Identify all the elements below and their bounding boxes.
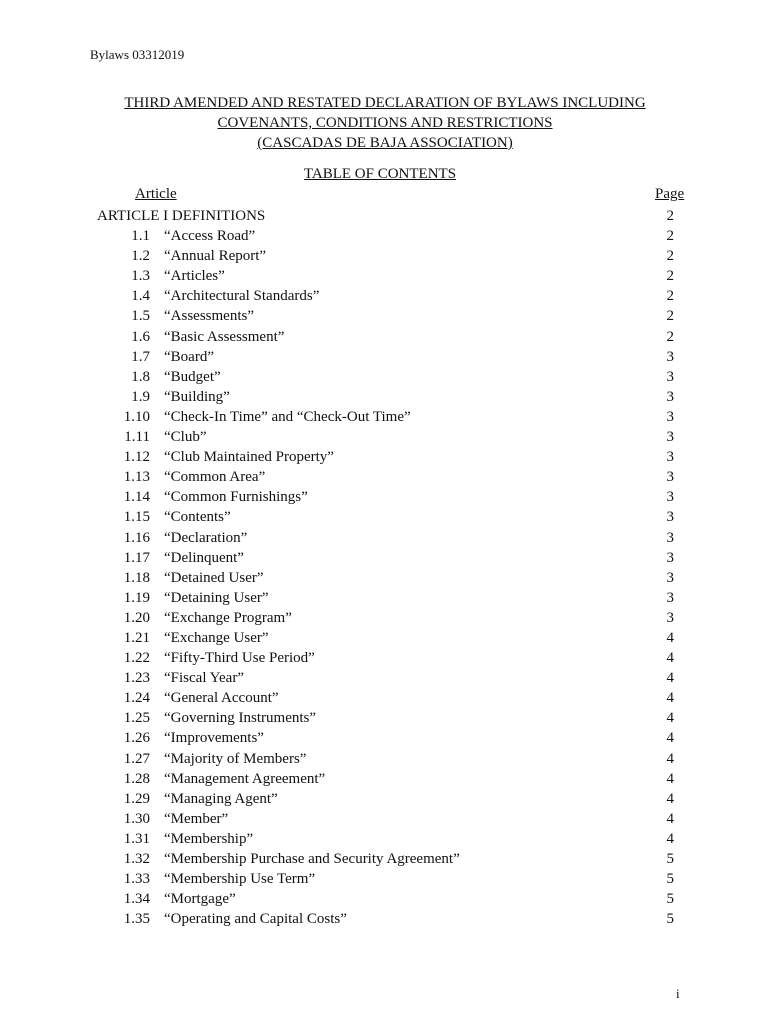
- toc-entry: [0, 728, 770, 748]
- toc-page-number: 4: [666, 690, 674, 707]
- toc-entry-term: “Access Road”: [164, 228, 256, 245]
- toc-entry-number: 1.7: [131, 348, 150, 365]
- toc-entry: [0, 809, 770, 829]
- toc-entry: [0, 909, 770, 929]
- toc-entry: [0, 467, 770, 487]
- toc-entry: [0, 226, 770, 246]
- toc-entry-number: 1.20: [123, 609, 150, 626]
- toc-page-number: 4: [666, 790, 674, 807]
- toc-entry-number: 1.34: [123, 891, 150, 908]
- toc-entry-term: “Check-In Time” and “Check-Out Time”: [164, 408, 411, 425]
- toc-page-number: 2: [666, 228, 674, 245]
- toc-page-number: 4: [666, 670, 674, 687]
- toc-entry: [0, 749, 770, 769]
- toc-page-number: 4: [666, 810, 674, 827]
- toc-entry: [0, 367, 770, 387]
- toc-entry-number: 1.33: [123, 871, 150, 888]
- toc-page-number: 4: [666, 830, 674, 847]
- toc-entry-term: “Board”: [164, 348, 214, 365]
- toc-entry-number: 1.29: [123, 790, 150, 807]
- toc-page-number: 3: [666, 529, 674, 546]
- toc-entry: [0, 548, 770, 568]
- toc-entry-term: “Articles”: [164, 268, 225, 285]
- toc-page-number: 3: [666, 609, 674, 626]
- toc-entry-number: 1.12: [123, 449, 150, 466]
- toc-entry-term: “Club Maintained Property”: [164, 449, 334, 466]
- toc-entry: [0, 889, 770, 909]
- toc-entry-number: 1.8: [131, 368, 150, 385]
- toc-entry: [0, 588, 770, 608]
- toc-entry-term: “Governing Instruments”: [164, 710, 317, 727]
- toc-entry-number: 1.27: [123, 750, 150, 767]
- toc-page-number: 2: [666, 328, 674, 345]
- toc-entry-number: 1.31: [123, 830, 150, 847]
- toc-entry: [0, 427, 770, 447]
- toc-entry: [0, 286, 770, 306]
- toc-entry-number: 1.9: [131, 388, 150, 405]
- toc-list: [0, 206, 770, 929]
- toc-entry-number: 1.13: [123, 469, 150, 486]
- toc-page-number: 4: [666, 650, 674, 667]
- toc-entry-number: 1.4: [131, 288, 150, 305]
- toc-entry: [0, 528, 770, 548]
- toc-page-number: 2: [666, 288, 674, 305]
- toc-page-number: 2: [666, 208, 674, 224]
- toc-entry-number: 1.30: [123, 810, 150, 827]
- toc-entry-term: “Improvements”: [164, 730, 264, 747]
- toc-entry-number: 1.6: [131, 328, 150, 345]
- toc-entry-number: 1.17: [123, 549, 150, 566]
- toc-entry-term: “Delinquent”: [164, 549, 244, 566]
- toc-entry-number: 1.18: [123, 569, 150, 586]
- document-title: [0, 93, 770, 153]
- toc-entry: [0, 769, 770, 789]
- toc-entry: [0, 688, 770, 708]
- toc-entry: [0, 708, 770, 728]
- toc-column-page: Page: [655, 186, 685, 202]
- toc-page-number: 3: [666, 368, 674, 385]
- toc-entry-number: 1.32: [123, 851, 150, 867]
- toc-entry: [0, 407, 770, 427]
- toc-entry-term: “Architectural Standards”: [164, 288, 320, 305]
- toc-entry-term: “Annual Report”: [164, 248, 267, 265]
- toc-entry: [0, 447, 770, 467]
- toc-entry-term: “Membership”: [164, 830, 254, 847]
- document-header: Bylaws 03312019: [90, 47, 185, 62]
- toc-entry-term: “Management Agreement”: [164, 770, 326, 787]
- toc-entry-number: 1.19: [123, 589, 150, 606]
- toc-page-number: 2: [666, 248, 674, 265]
- toc-entry: [0, 266, 770, 286]
- toc-entry-number: 1.10: [123, 408, 150, 425]
- title-line: COVENANTS, CONDITIONS AND RESTRICTIONS: [217, 115, 553, 131]
- toc-entry-term: “Fifty-Third Use Period”: [164, 650, 315, 667]
- toc-entry-term: “Basic Assessment”: [164, 328, 285, 345]
- toc-page-number: 3: [666, 449, 674, 466]
- toc-entry: [0, 347, 770, 367]
- toc-page-number: 4: [666, 629, 674, 646]
- toc-page-number: 5: [666, 851, 674, 867]
- toc-entry-term: “Budget”: [164, 368, 221, 385]
- toc-entry: [0, 507, 770, 527]
- toc-page-number: 3: [666, 569, 674, 586]
- toc-entry: [0, 628, 770, 648]
- toc-entry-number: 1.1: [131, 228, 150, 245]
- toc-entry-number: 1.2: [131, 248, 150, 265]
- toc-page-number: 3: [666, 509, 674, 526]
- toc-entry-term: “Membership Use Term”: [164, 871, 316, 888]
- toc-entry: [0, 869, 770, 889]
- toc-entry: [0, 306, 770, 326]
- toc-entry: [0, 246, 770, 266]
- toc-page-number: 3: [666, 429, 674, 446]
- toc-page-number: 5: [666, 911, 674, 928]
- toc-entry-number: 1.3: [131, 268, 150, 285]
- toc-entry-number: 1.16: [123, 529, 150, 546]
- toc-entry-term: “Mortgage”: [164, 891, 236, 908]
- toc-entry: [0, 648, 770, 668]
- toc-entry: [0, 387, 770, 407]
- toc-entry-term: “Assessments”: [164, 308, 254, 325]
- toc-page-number: 2: [666, 268, 674, 285]
- toc-entry: [0, 829, 770, 849]
- toc-page-number: 4: [666, 710, 674, 727]
- toc-page-number: 4: [666, 770, 674, 787]
- title-line: (CASCADAS DE BAJA ASSOCIATION): [257, 135, 513, 151]
- toc-page-number: 3: [666, 549, 674, 566]
- toc-page-number: 3: [666, 408, 674, 425]
- toc-entry-term: “Exchange User”: [164, 629, 269, 646]
- toc-entry-term: “Exchange Program”: [164, 609, 292, 626]
- toc-entry: [0, 608, 770, 628]
- toc-article-row: [0, 206, 770, 226]
- toc-entry: [0, 849, 770, 869]
- toc-page-number: 4: [666, 750, 674, 767]
- toc-page-number: 2: [666, 308, 674, 325]
- toc-entry-term: “Contents”: [164, 509, 231, 526]
- toc-entry-number: 1.22: [123, 650, 150, 667]
- title-line: THIRD AMENDED AND RESTATED DECLARATION OF BYLAWS INCLUDING: [124, 95, 646, 111]
- toc-page-number: 5: [666, 891, 674, 908]
- toc-entry-number: 1.14: [123, 489, 150, 506]
- article-label: ARTICLE I DEFINITIONS: [97, 208, 266, 224]
- toc-heading: TABLE OF CONTENTS: [303, 166, 457, 182]
- toc-entry-number: 1.35: [123, 911, 150, 928]
- toc-entry-term: “Managing Agent”: [164, 790, 278, 807]
- toc-entry: [0, 327, 770, 347]
- toc-entry-term: “Club”: [164, 429, 207, 446]
- toc-entry-term: “Detained User”: [164, 569, 264, 586]
- toc-page-number: 3: [666, 489, 674, 506]
- toc-page-number: 5: [666, 871, 674, 888]
- toc-entry-number: 1.23: [123, 670, 150, 687]
- toc-entry-number: 1.26: [123, 730, 150, 747]
- toc-entry-number: 1.21: [123, 629, 150, 646]
- toc-entry-term: “Common Furnishings”: [164, 489, 308, 506]
- toc-entry-number: 1.11: [124, 429, 150, 446]
- toc-page-number: 3: [666, 589, 674, 606]
- toc-entry-number: 1.15: [123, 509, 150, 526]
- toc-entry-term: “Membership Purchase and Security Agreement”: [164, 851, 460, 867]
- toc-column-article: Article: [135, 186, 177, 202]
- toc-page-number: 3: [666, 388, 674, 405]
- toc-entry-term: “Common Area”: [164, 469, 266, 486]
- toc-entry: [0, 568, 770, 588]
- toc-entry-term: “Building”: [164, 388, 230, 405]
- toc-entry-term: “Declaration”: [164, 529, 248, 546]
- toc-entry-term: “Fiscal Year”: [164, 670, 244, 687]
- toc-entry-term: “Operating and Capital Costs”: [164, 911, 347, 928]
- toc-page-number: 3: [666, 469, 674, 486]
- toc-entry-number: 1.24: [123, 690, 150, 707]
- toc-entry: [0, 668, 770, 688]
- toc-page-number: 4: [666, 730, 674, 747]
- toc-entry-number: 1.28: [123, 770, 150, 787]
- toc-entry-number: 1.25: [123, 710, 150, 727]
- toc-entry: [0, 487, 770, 507]
- toc-entry: [0, 789, 770, 809]
- toc-entry-term: “General Account”: [164, 690, 279, 707]
- toc-entry-number: 1.5: [131, 308, 150, 325]
- footer-page-number: i: [676, 986, 680, 1001]
- toc-entry-term: “Majority of Members”: [164, 750, 307, 767]
- toc-entry-term: “Detaining User”: [164, 589, 269, 606]
- toc-entry-term: “Member”: [164, 810, 229, 827]
- toc-page-number: 3: [666, 348, 674, 365]
